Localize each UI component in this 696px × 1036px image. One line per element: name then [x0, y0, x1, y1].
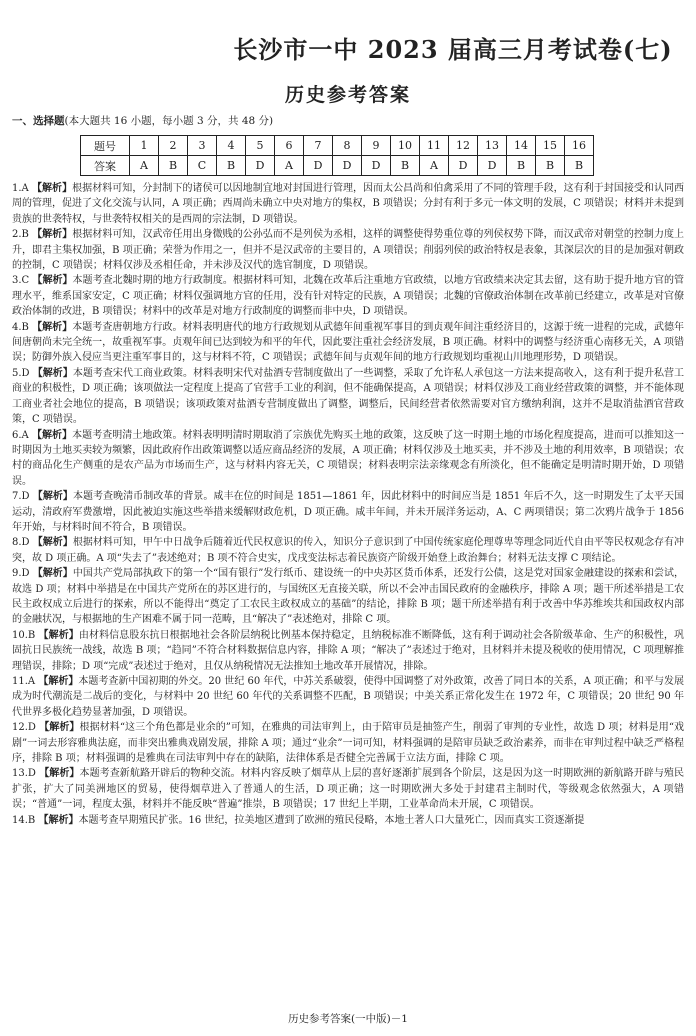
- item-text: 中国共产党局部执政下的第一个“国有银行”发行纸币、建设统一的中央苏区货币体系，还发行公债，这是党对国家金融建设的探索和尝试，故选 D 项；材料中举措是在中国共产党所在的苏区进行的，与国统区无直接关联，所以不会冲击国民政府的金融秩序，排除 A 项；题干所述举措是工农民主政权成立后进行的探索，所以不能得出“奠定了工农民主政权成立的基础”的结论，排除 B 项；题干所述举措有利于改善中华苏维埃共和国政权内部的金融状况，与根据地的生产困难不属于同一范畴，且“解决了”表述绝对，排除 C 项。: [12, 568, 685, 626]
- item-tag: 【解析】: [31, 183, 73, 194]
- question-number-cell: 10: [391, 136, 420, 156]
- answer-cell: B: [536, 156, 565, 176]
- question-number-cell: 3: [188, 136, 217, 156]
- answer-cell: B: [391, 156, 420, 176]
- item-tag: 【解析】: [39, 722, 80, 734]
- item-text: 本题考查宋代工商业政策。材料表明宋代对盐酒专营制度做出了一些调整，采取了允许私人承包这一方法来提高收入，这有利于提升私营工商业的积极性，D 项正确；该项做法一定程度上提高了官营手工业的利润，但不能确保提高，A 项错误；材料仅涉及工商业经营政策的调整，并不能体现工商业者社会地位的提高，B 项错误；该项政策对盐酒专营制度做出了调整，调整后，民间经营者依然需要对官方缴纳利润，这并不是取消盐酒官营政策，C 项错误。: [12, 367, 684, 426]
- answer-table-answer-row: [81, 156, 594, 176]
- question-number-cell: 11: [420, 136, 449, 156]
- row-label-answers: 答案: [81, 156, 130, 176]
- explanation-item: [12, 674, 684, 720]
- item-tag: 【解析】: [32, 568, 73, 580]
- item-tag: 【解析】: [32, 491, 73, 503]
- answer-cell: D: [362, 156, 391, 176]
- item-number: 13.D: [12, 768, 36, 780]
- item-number: 2.B: [12, 229, 29, 241]
- explanation-item: [12, 720, 684, 766]
- answer-cell: D: [478, 156, 507, 176]
- item-text: 本题考查北魏时期的地方行政制度。根据材料可知，北魏在改革后注重地方官政绩，以地方官政绩来决定其去留，这有助于提升地方官的管理水平，维系国家安定，C 项正确；材料仅强调地方官的任用，没有针对特定的民族，A 项错误；北魏的官僚政治体制在改革前已经建立，改革是对官僚政治体制的改进，B 项错误；材料中的改革是对地方行政制度的调整而非中央，D 项错误。: [12, 275, 685, 318]
- explanation-item: [12, 489, 684, 535]
- item-number: 5.D: [12, 367, 30, 379]
- answer-table-number-row: [81, 136, 594, 156]
- question-number-cell: 12: [449, 136, 478, 156]
- question-number-cell: 4: [217, 136, 246, 156]
- item-tag: 【解析】: [32, 367, 73, 379]
- question-number-cell: 14: [507, 136, 536, 156]
- answer-cell: B: [565, 156, 594, 176]
- answer-cell: B: [507, 156, 536, 176]
- question-number-cell: 5: [246, 136, 275, 156]
- answer-cell: A: [420, 156, 449, 176]
- question-number-cell: 16: [565, 136, 594, 156]
- item-text: 本题考查明清土地政策。材料表明明清时期取消了宗族优先购买土地的政策，这反映了这一时期土地的市场化程度提高，进而可以推知这一时期因为土地买卖较为频繁，因此政府作出政策调整以适应商品经济的发展，A 项正确；材料仅涉及土地买卖，并不涉及土地的利用效率，B 项错误；农村的商品化生产侧重的是农产品为市场而生产，这与材料内容无关，C 项错误；材料表明宗法亲缘观念有所淡化，但不能确定是明清时期开始，D 项错误。: [12, 429, 685, 487]
- item-number: 10.B: [12, 629, 36, 641]
- item-number: 4.B: [12, 321, 29, 333]
- item-text: 本题考查新航路开辟后的物种交流。材料内容反映了烟草从上层的喜好逐渐扩展到各个阶层，这是因为这一时期欧洲的新航路开辟与殖民扩张，扩大了同美洲地区的贸易，使得烟草进入了普通人的生活，D 项正确；这一时期欧洲大多处于封建君主制时代，等级观念依然强大，A 项错误；“普通”一词，程度太强，材料并不能反映“普遍”推崇，B 项错误；17 世纪上半期，工业革命尚未开展，C 项错误。: [12, 768, 685, 811]
- item-tag: 【解析】: [32, 321, 73, 333]
- question-number-cell: 13: [478, 136, 507, 156]
- item-number: 6.A: [12, 429, 29, 441]
- page-title: 长沙市一中 2023 届高三月考试卷(七): [233, 35, 673, 64]
- answer-cell: D: [449, 156, 478, 176]
- answer-table: [80, 135, 594, 176]
- item-number: 3.C: [12, 275, 30, 287]
- answer-explanations: [12, 181, 684, 828]
- item-tag: 【解析】: [32, 229, 73, 241]
- question-number-cell: 6: [275, 136, 304, 156]
- answer-cell: A: [275, 156, 304, 176]
- item-text: 根据材料可知，分封制下的诸侯可以因地制宜地对封国进行管理，因而太公昌尚和伯禽采用了不同的管理手段，这有利于封国接受和认同西周的管理，促进了文化交流与认同，A 项正确；西周尚未确立中央对地方的集权，B 项错误；分封有利于多元一体文明的发展，C 项错误；材料并未提到贵族的世袭特权，与世袭特权相关的是西周的宗法制，D 项错误。: [12, 183, 685, 225]
- item-text: 根据材料可知，甲午中日战争后随着近代民权意识的传入，知识分子意识到了中国传统家庭伦理尊卑等理念同近代自由平等民权观念存有冲突，故 D 项正确。A 项“失去了”表述绝对；B 项不符合史实，戊戌变法标志着民族资产阶级开始登上政治舞台；材料无法支撑 C 项结论。: [12, 537, 684, 564]
- item-number: 9.D: [12, 568, 30, 580]
- item-tag: 【解析】: [31, 429, 73, 441]
- section-label: 一、选择题: [12, 115, 65, 127]
- item-number: 11.A: [12, 676, 36, 687]
- explanation-item: [12, 366, 684, 428]
- page-footer: 历史参考答案(一中版)－1: [288, 1013, 408, 1025]
- question-number-cell: 8: [333, 136, 362, 156]
- answer-cell: D: [304, 156, 333, 176]
- explanation-item: [12, 428, 684, 490]
- item-text: 本题考查晚清币制改革的背景。咸丰在位的时间是 1851—1861 年，因此材料中的时间应当是 1851 年后不久，这一时期发生了太平天国运动，清政府军费激增，因此被迫实施这些举措来缓解财政危机，D 项正确。咸丰年间，并未开展洋务运动，A、C 两项错误；第二次鸦片战争于 1856 年开始，与材料时间不符合，B 项错误。: [12, 491, 685, 533]
- answer-cell: D: [246, 156, 275, 176]
- item-number: 8.D: [12, 537, 30, 549]
- explanation-item: [12, 273, 684, 319]
- answer-cell: C: [188, 156, 217, 176]
- item-tag: 【解析】: [32, 275, 73, 287]
- page-title-wrap: [0, 30, 696, 65]
- item-text: 本题考查早期殖民扩张。16 世纪，拉美地区遭到了欧洲的殖民侵略，本地土著人口大量死亡，因而真实工资逐渐提: [78, 814, 585, 826]
- item-number: 12.D: [12, 722, 36, 734]
- question-number-cell: 15: [536, 136, 565, 156]
- page-subtitle: 历史参考答案: [284, 84, 411, 106]
- answer-cell: D: [333, 156, 362, 176]
- item-tag: 【解析】: [39, 768, 80, 780]
- explanation-item: [12, 227, 684, 273]
- item-tag: 【解析】: [38, 814, 79, 826]
- explanation-item: [12, 535, 684, 566]
- explanation-item: [12, 628, 684, 674]
- explanation-item: [12, 320, 684, 366]
- question-number-cell: 1: [130, 136, 159, 156]
- explanation-item: [12, 766, 684, 812]
- question-number-cell: 2: [159, 136, 188, 156]
- section-note: (本大题共 16 小题，每小题 3 分，共 48 分): [64, 115, 274, 127]
- answer-cell: B: [217, 156, 246, 176]
- item-text: 由材料信息股东抗日根据地社会各阶层纳税比例基本保持稳定，且纳税标准不断降低，这有利于调动社会各阶级革命、生产的积极性，巩固抗日民族统一战线，故选 B 项；“趋同”不符合材料数据信息内容，排除 A 项；“解决了”表述过于绝对，且材料并未提及税收的使用情况，C 项理解推理错误，排除；D 项“完成”表述过于绝对，且仅从纳税情况无法推知土地改革开展情况，排除。: [12, 629, 685, 672]
- section-heading: [12, 113, 273, 128]
- item-text: 本题考查新中国初期的外交。20 世纪 60 年代，中苏关系破裂，使得中国调整了对外政策，改善了同日本的关系，A 项正确；和平与发展成为时代潮流是二战后的变化，与材料中 20 世纪 60 年代的关系调整不匹配，B 项错误；中美关系正常化发生在 1972 年，C 项错误；20 世纪 90 年代世界多极化趋势显著加强，D 项错误。: [12, 676, 685, 718]
- row-label-numbers: 题号: [81, 136, 130, 156]
- question-number-cell: 9: [362, 136, 391, 156]
- explanation-item: [12, 813, 684, 828]
- item-text: 本题考查唐朝地方行政。材料表明唐代的地方行政规划从武德年间重视军事目的到贞观年间注重经济目的，这源于统一进程的完成，武德年间唐朝尚未完全统一，故重视军事。贞观年间已达到较为和平的年代，因此要注重社会经济发展，B 项正确。材料中的调整与经济重心南移无关，A 项错误；防御外族入侵应当更注重军事目的，这与材料不符，C 项错误；武德年间与贞观年间的地方行政规划均重视山川地理形势，D 项错误。: [12, 321, 685, 364]
- item-number: 7.D: [12, 491, 30, 503]
- item-tag: 【解析】: [38, 629, 79, 641]
- item-text: 根据材料“这三个角色都是业余的”可知，在雅典的司法审判上，由于陪审员是抽签产生，削弱了审判的专业性，故选 D 项；材料是用“戏剧”一词去形容雅典法庭，而非突出雅典戏剧发展，排除 A 项；通过“业余”一词可知，材料强调的是陪审员缺乏政治素养，而非在审判过程中缺乏严格程序，排除 B 项；材料强调的是雅典在司法审判中存在的缺陷，法律体系是否健全完善属于立法方面，排除 C 项。: [12, 722, 685, 765]
- answer-cell: A: [130, 156, 159, 176]
- explanation-item: [12, 566, 684, 628]
- item-tag: 【解析】: [38, 676, 79, 687]
- answer-cell: B: [159, 156, 188, 176]
- item-text: 根据材料可知，汉武帝任用出身微贱的公孙弘而不是列侯为丞相，这样的调整使得势重位尊的列侯权势下降，而汉武帝对朝堂的控制力度上升，即君主集权加强，B 项正确；荣誉为作用之一，但并不是汉武帝的主要目的，A 项错误；削弱列侯的政治特权是表象，其深层次的目的是加强对朝政的控制，C 项错误；材料仅涉及丞相任命，并未涉及汉代的选官制度，D 项错误。: [12, 229, 685, 272]
- explanation-item: [12, 181, 684, 227]
- question-number-cell: 7: [304, 136, 333, 156]
- item-number: 14.B: [12, 814, 36, 826]
- item-number: 1.A: [12, 183, 29, 194]
- item-tag: 【解析】: [32, 537, 73, 549]
